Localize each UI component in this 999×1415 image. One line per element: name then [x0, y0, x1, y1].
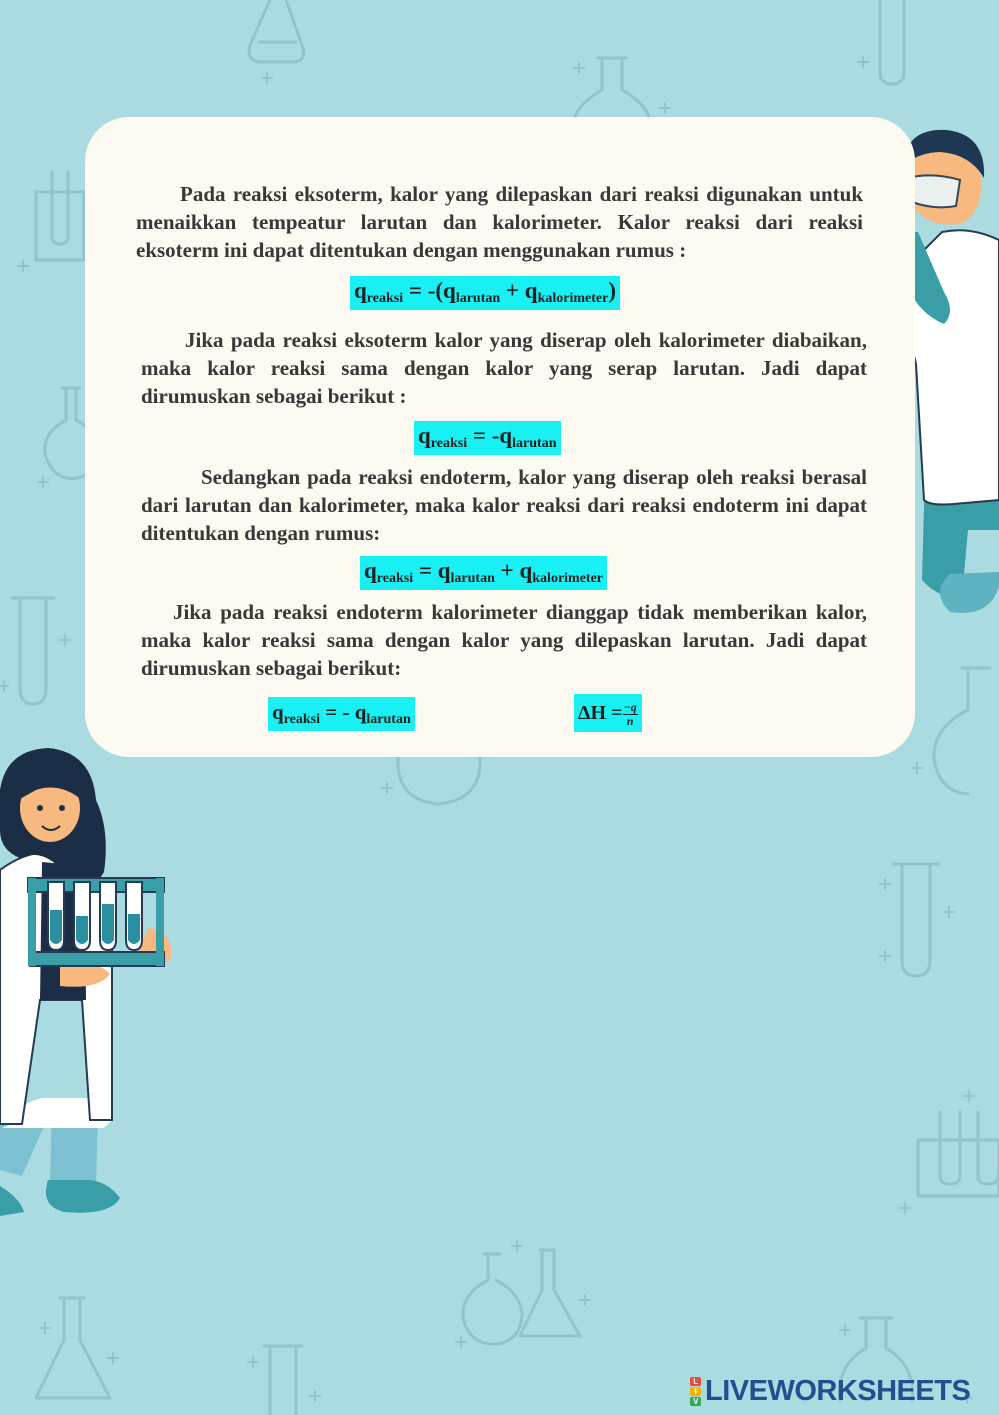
symbol-q: q	[418, 423, 431, 448]
paragraph-exothermic-simplified: Jika pada reaksi eksoterm kalor yang diserap oleh kalorimeter diabaikan, maka kalor reaksi sama dengan kalor yang serap larutan. Jadi dapat dirumuskan sebagai berikut :	[141, 328, 867, 408]
round-flask-outline-icon	[463, 1250, 580, 1344]
formula-operator: = -(q	[403, 278, 456, 303]
paragraph-endothermic-simplified: Jika pada reaksi endoterm kalorimeter dianggap tidak memberikan kalor, maka kalor reaksi sama dengan kalor yang dilepaskan larutan. Jadi dapat dirumuskan sebagai berikut:	[141, 600, 867, 680]
subscript-reaksi: reaksi	[430, 436, 468, 451]
test-tube-outline-icon	[12, 598, 54, 704]
fraction-numerator: −q	[623, 699, 637, 714]
formula-operator: = -q	[467, 423, 513, 448]
test-tube-outline-icon	[264, 1346, 302, 1415]
symbol-q: q	[272, 700, 284, 724]
subscript-larutan: larutan	[450, 571, 495, 586]
logo-letter: V	[690, 1397, 701, 1406]
tube-rack-outline-icon	[918, 1112, 999, 1196]
subscript-kalorimeter: kalorimeter	[537, 291, 609, 306]
subscript-larutan: larutan	[455, 291, 501, 306]
formula-operator: = - q	[320, 700, 367, 724]
subscript-reaksi: reaksi	[366, 291, 404, 306]
enthalpy-symbol: ΔH =	[578, 702, 623, 724]
formula-operator: + q	[494, 558, 533, 583]
logo-letter: L	[690, 1377, 701, 1386]
flask-outline-icon	[36, 1298, 110, 1398]
formula-operator: + q	[500, 278, 538, 303]
test-tube-outline-icon	[894, 864, 938, 976]
round-flask-outline-icon	[934, 668, 990, 794]
formula-endothermic-full	[360, 556, 607, 590]
male-scientist-illustration	[903, 130, 999, 613]
formula-operator: = q	[413, 558, 451, 583]
subscript-reaksi: reaksi	[376, 571, 414, 586]
formula-endothermic-simplified	[268, 697, 415, 731]
flask-outline-icon	[249, 0, 303, 62]
subscript-larutan: larutan	[366, 712, 411, 727]
liveworksheets-logo-icon	[690, 1377, 701, 1406]
tube-rack-outline-icon	[36, 172, 84, 260]
formula-exothermic-simplified	[414, 421, 561, 455]
formula-exothermic-full	[350, 276, 620, 310]
fraction	[623, 701, 638, 728]
test-tube-outline-icon	[880, 0, 904, 84]
formula-enthalpy-change	[574, 694, 642, 732]
symbol-q: q	[354, 278, 367, 303]
female-scientist-illustration	[0, 748, 171, 1216]
subscript-larutan: larutan	[512, 436, 557, 451]
logo-letter: I	[690, 1387, 701, 1396]
subscript-kalorimeter: kalorimeter	[532, 571, 604, 586]
liveworksheets-brand[interactable]	[690, 1374, 970, 1408]
symbol-q: q	[364, 558, 377, 583]
formula-bracket: )	[608, 278, 616, 303]
beaker-outline-icon	[398, 758, 480, 804]
subscript-reaksi: reaksi	[283, 712, 320, 727]
paragraph-exothermic-intro: Pada reaksi eksoterm, kalor yang dilepaskan dari reaksi digunakan untuk menaikkan tempeatur larutan dan kalorimeter. Kalor reaksi dari reaksi eksoterm ini dapat ditentukan dengan menggunakan rumus :	[136, 182, 863, 262]
fraction-denominator: n	[626, 713, 634, 728]
brand-name: LIVEWORKSHEETS	[705, 1374, 971, 1407]
paragraph-endothermic-intro: Sedangkan pada reaksi endoterm, kalor yang diserap oleh reaksi berasal dari larutan dan kalorimeter, maka kalor reaksi dari reaksi endoterm ini dapat ditentukan dengan rumus:	[141, 465, 867, 545]
